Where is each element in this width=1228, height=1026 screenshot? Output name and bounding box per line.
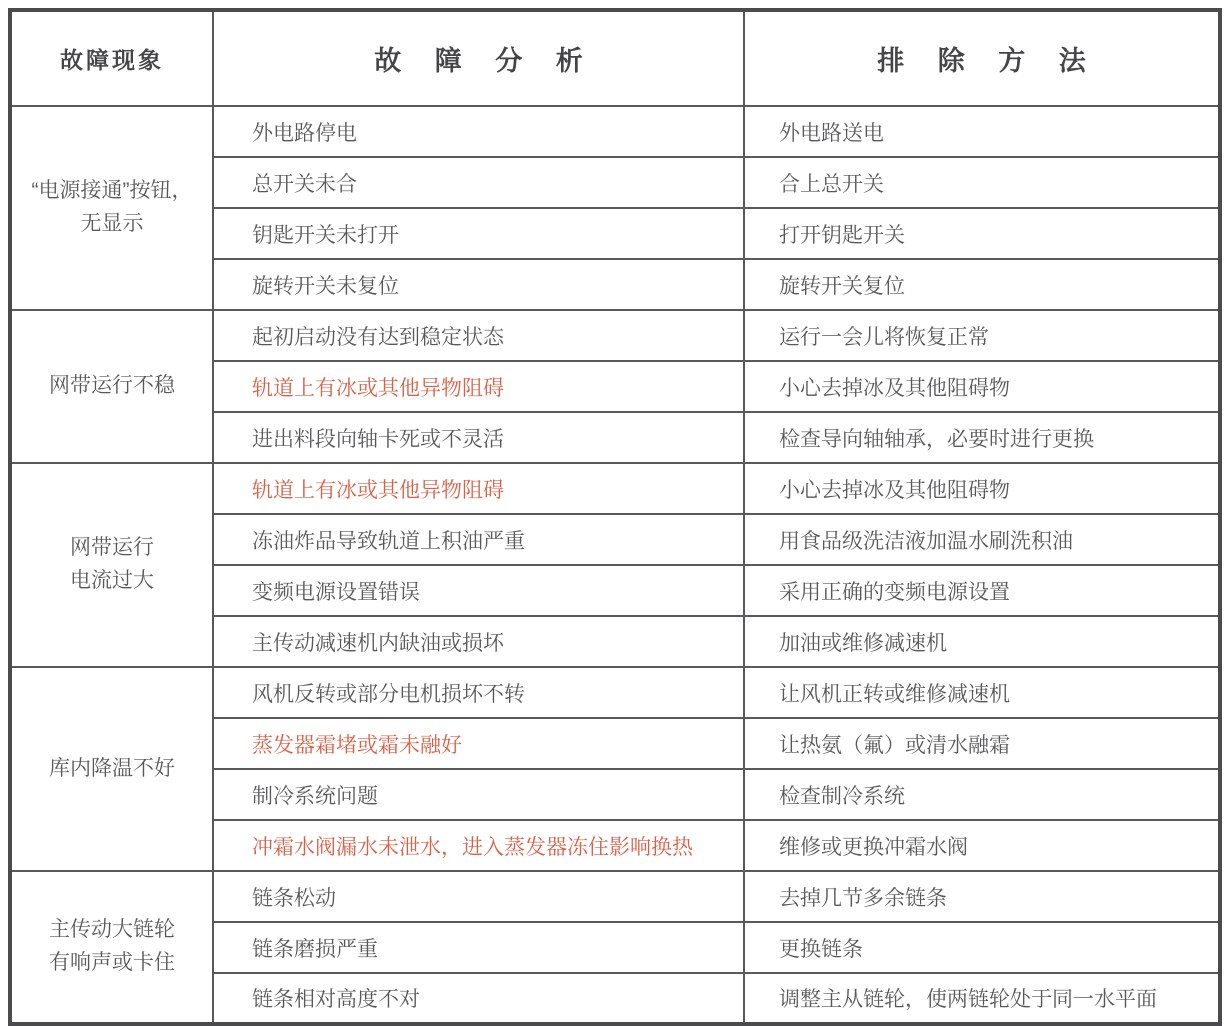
- analysis-cell-alert: 轨道上有冰或其他异物阻碍: [213, 361, 744, 412]
- method-cell: 维修或更换冲霜水阀: [744, 820, 1220, 871]
- analysis-cell-alert: 冲霜水阀漏水未泄水，进入蒸发器冻住影响换热: [213, 820, 744, 871]
- analysis-cell: 变频电源设置错误: [213, 565, 744, 616]
- analysis-cell: 进出料段向轴卡死或不灵活: [213, 412, 744, 463]
- phenomenon-line: 电流过大: [70, 569, 154, 592]
- method-cell: 打开钥匙开关: [744, 208, 1220, 259]
- method-cell: 去掉几节多余链条: [744, 871, 1220, 922]
- table-row: [10, 871, 1220, 922]
- analysis-cell: 总开关未合: [213, 157, 744, 208]
- phenomenon-cell-belt-unstable: [10, 310, 213, 463]
- method-cell: 检查制冷系统: [744, 769, 1220, 820]
- analysis-cell-alert: 蒸发器霜堵或霜未融好: [213, 718, 744, 769]
- method-cell: 加油或维修减速机: [744, 616, 1220, 667]
- method-cell: 更换链条: [744, 922, 1220, 973]
- analysis-cell: 链条相对高度不对: [213, 973, 744, 1024]
- method-cell: 让风机正转或维修减速机: [744, 667, 1220, 718]
- header-row: [10, 10, 1220, 106]
- analysis-cell: 主传动减速机内缺油或损坏: [213, 616, 744, 667]
- header-fault-phenomenon: 故障现象: [10, 10, 213, 106]
- method-cell: 小心去掉冰及其他阻碍物: [744, 463, 1220, 514]
- method-cell: 用食品级洗洁液加温水刷洗积油: [744, 514, 1220, 565]
- method-cell: 调整主从链轮，使两链轮处于同一水平面: [744, 973, 1220, 1024]
- table-row: [10, 667, 1220, 718]
- phenomenon-cell-power-button: [10, 106, 213, 310]
- header-fault-analysis: 故 障 分 析: [213, 10, 744, 106]
- phenomenon-line: 库内降温不好: [49, 756, 175, 780]
- analysis-cell: 链条磨损严重: [213, 922, 744, 973]
- analysis-cell: 冻油炸品导致轨道上积油严重: [213, 514, 744, 565]
- analysis-cell: 外电路停电: [213, 106, 744, 157]
- analysis-cell: 风机反转或部分电机损坏不转: [213, 667, 744, 718]
- analysis-cell-alert: 轨道上有冰或其他异物阻碍: [213, 463, 744, 514]
- method-cell: 检查导向轴轴承，必要时进行更换: [744, 412, 1220, 463]
- table-row: [10, 106, 1220, 157]
- method-cell: 合上总开关: [744, 157, 1220, 208]
- phenomenon-line: 网带运行: [70, 536, 154, 560]
- method-cell: 旋转开关复位: [744, 259, 1220, 310]
- analysis-cell: 钥匙开关未打开: [213, 208, 744, 259]
- method-cell: 小心去掉冰及其他阻碍物: [744, 361, 1220, 412]
- phenomenon-line: 主传动大链轮: [49, 918, 175, 942]
- analysis-cell: 制冷系统问题: [213, 769, 744, 820]
- phenomenon-cell-cooling-poor: [10, 667, 213, 871]
- phenomenon-line: 网带运行不稳: [49, 374, 175, 398]
- phenomenon-cell-overcurrent: [10, 463, 213, 667]
- table-row: [10, 310, 1220, 361]
- fault-troubleshooting-table: [8, 8, 1222, 1026]
- method-cell: 采用正确的变频电源设置: [744, 565, 1220, 616]
- phenomenon-line: 无显示: [80, 212, 144, 235]
- phenomenon-line: 有响声或卡住: [49, 951, 175, 974]
- method-cell: 外电路送电: [744, 106, 1220, 157]
- method-cell: 运行一会儿将恢复正常: [744, 310, 1220, 361]
- phenomenon-line: “电源接通”按钮，: [31, 179, 193, 203]
- analysis-cell: 起初启动没有达到稳定状态: [213, 310, 744, 361]
- method-cell: 让热氨（氟）或清水融霜: [744, 718, 1220, 769]
- header-elimination-method: 排 除 方 法: [744, 10, 1220, 106]
- analysis-cell: 链条松动: [213, 871, 744, 922]
- table-row: [10, 463, 1220, 514]
- phenomenon-cell-sprocket-noise: [10, 871, 213, 1024]
- analysis-cell: 旋转开关未复位: [213, 259, 744, 310]
